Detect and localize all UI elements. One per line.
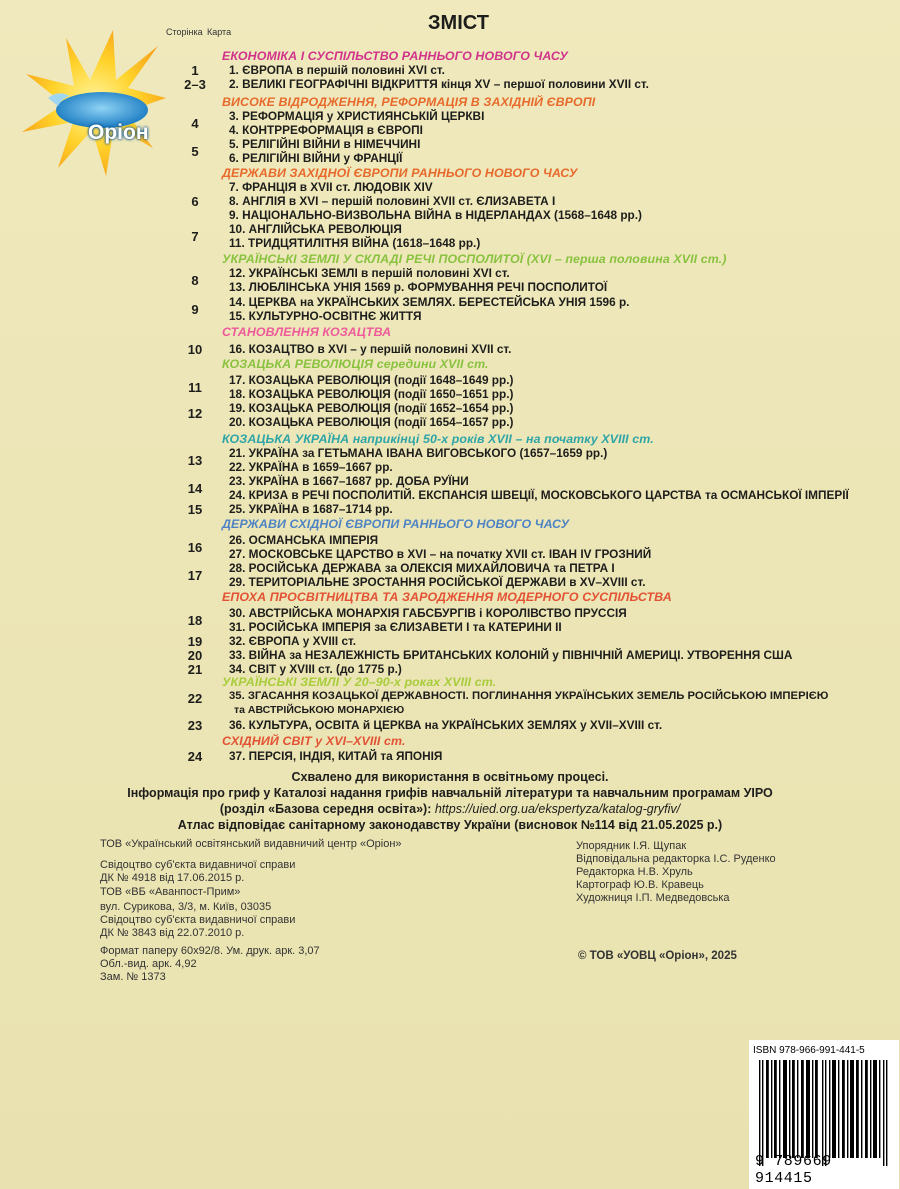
- credit-line: Картограф Ю.В. Кравець: [576, 879, 704, 891]
- credit-line: Відповідальна редакторка І.С. Руденко: [576, 853, 776, 865]
- toc-item: 37. ПЕРСІЯ, ІНДІЯ, КИТАЙ та ЯПОНІЯ: [229, 749, 443, 763]
- section-title: ЕПОХА ПРОСВІТНИЦТВА ТА ЗАРОДЖЕННЯ МОДЕРНОГО СУСПІЛЬСТВА: [222, 590, 672, 604]
- page-number: 18: [187, 613, 203, 628]
- isbn-barcode-block: [749, 1040, 899, 1189]
- toc-item: 20. КОЗАЦЬКА РЕВОЛЮЦІЯ (події 1654–1657 рр.): [229, 415, 514, 429]
- imprint-line: Зам. № 1373: [100, 971, 166, 983]
- barcode-icon: [757, 1060, 893, 1166]
- toc-item: 21. УКРАЇНА за ГЕТЬМАНА ІВАНА ВИГОВСЬКОГО (1657–1659 рр.): [229, 446, 608, 460]
- toc-item: 26. ОСМАНСЬКА ІМПЕРІЯ: [229, 533, 379, 547]
- toc-item: 11. ТРИДЦЯТИЛІТНЯ ВІЙНА (1618–1648 рр.): [229, 236, 481, 250]
- catalog-link[interactable]: https://uied.org.ua/ekspertyza/katalog-gryfiv/: [434, 802, 681, 816]
- section-title: ДЕРЖАВИ СХІДНОЇ ЄВРОПИ РАННЬОГО НОВОГО ЧАСУ: [222, 517, 570, 531]
- page-title: ЗМІСТ: [428, 12, 489, 34]
- toc-item: 15. КУЛЬТУРНО-ОСВІТНЄ ЖИТТЯ: [229, 309, 422, 323]
- toc-item: 2. ВЕЛИКІ ГЕОГРАФІЧНІ ВІДКРИТТЯ кінця XV – першої половини XVII ст.: [229, 77, 649, 91]
- approval-line: Інформація про гриф у Каталозі надання грифів навчальній літератури та навчальним програмам УІРО: [127, 786, 773, 800]
- toc-item-continuation: та АВСТРІЙСЬКОЮ МОНАРХІЄЮ: [234, 704, 405, 716]
- imprint-line: вул. Сурикова, 3/3, м. Київ, 03035: [100, 901, 272, 913]
- toc-item: 32. ЄВРОПА у XVIII ст.: [229, 634, 357, 648]
- imprint-line: ТОВ «Український освітянський видавничий центр «Оріон»: [100, 838, 402, 850]
- page-number: 15: [187, 502, 203, 517]
- page-number: 13: [187, 453, 203, 468]
- toc-item: 22. УКРАЇНА в 1659–1667 рр.: [229, 460, 393, 474]
- page-number: 16: [187, 540, 203, 555]
- toc-item: 18. КОЗАЦЬКА РЕВОЛЮЦІЯ (події 1650–1651 рр.): [229, 387, 514, 401]
- star-icon: [18, 28, 168, 178]
- toc-item: 9. НАЦІОНАЛЬНО-ВИЗВОЛЬНА ВІЙНА в НІДЕРЛАНДАХ (1568–1648 рр.): [229, 208, 642, 222]
- toc-item: 19. КОЗАЦЬКА РЕВОЛЮЦІЯ (події 1652–1654 рр.): [229, 401, 514, 415]
- page-number: 8: [191, 273, 199, 288]
- map-column-label: Карта: [207, 27, 232, 37]
- approval-section: (розділ «Базова середня освіта»):: [219, 802, 432, 816]
- page-number: 5: [191, 144, 199, 159]
- page-number: 10: [187, 342, 203, 357]
- page-number: 21: [187, 662, 203, 677]
- section-title: ДЕРЖАВИ ЗАХІДНОЇ ЄВРОПИ РАННЬОГО НОВОГО ЧАСУ: [222, 166, 578, 180]
- toc-item: 27. МОСКОВСЬКЕ ЦАРСТВО в XVI – на початку XVII ст. ІВАН IV ГРОЗНИЙ: [229, 547, 652, 561]
- toc-item: 28. РОСІЙСЬКА ДЕРЖАВА за ОЛЕКСІЯ МИХАЙЛОВИЧА та ПЕТРА І: [229, 561, 615, 575]
- section-title: КОЗАЦЬКА УКРАЇНА наприкінці 50-х років XVII – на початку XVIII ст.: [222, 432, 654, 446]
- imprint-line: ДК № 4918 від 17.06.2015 р.: [100, 872, 245, 884]
- toc-item: 24. КРИЗА в РЕЧІ ПОСПОЛИТІЙ. ЕКСПАНСІЯ ШВЕЦІЇ, МОСКОВСЬКОГО ЦАРСТВА та ОСМАНСЬКОЇ ІМПЕРІЇ: [229, 488, 849, 502]
- section-title: СТАНОВЛЕННЯ КОЗАЦТВА: [222, 325, 392, 339]
- imprint-line: Формат паперу 60х92/8. Ум. друк. арк. 3,07: [100, 945, 320, 957]
- toc-item: 12. УКРАЇНСЬКІ ЗЕМЛІ в першій половині XVI ст.: [229, 266, 510, 280]
- page-number: 1: [191, 63, 199, 78]
- imprint-line: Свідоцтво суб'єкта видавничої справи: [100, 859, 296, 871]
- page-number: 2–3: [184, 77, 206, 92]
- toc-item: 30. АВСТРІЙСЬКА МОНАРХІЯ ГАБСБУРГІВ і КОРОЛІВСТВО ПРУССІЯ: [229, 606, 627, 620]
- imprint-line: Свідоцтво суб'єкта видавничої справи: [100, 914, 296, 926]
- section-title: ВИСОКЕ ВІДРОДЖЕННЯ, РЕФОРМАЦІЯ В ЗАХІДНІЙ ЄВРОПІ: [222, 95, 596, 109]
- page-number: 24: [187, 749, 203, 764]
- credit-line: Редакторка Н.В. Хруль: [576, 866, 693, 878]
- page-number: 4: [191, 116, 199, 131]
- section-title: ЕКОНОМІКА І СУСПІЛЬСТВО РАННЬОГО НОВОГО ЧАСУ: [222, 49, 568, 63]
- toc-item: 23. УКРАЇНА в 1667–1687 рр. ДОБА РУЇНИ: [229, 474, 469, 488]
- page-number: 19: [187, 634, 203, 649]
- page-number: 6: [191, 194, 199, 209]
- toc-item: 14. ЦЕРКВА на УКРАЇНСЬКИХ ЗЕМЛЯХ. БЕРЕСТЕЙСЬКА УНІЯ 1596 р.: [229, 295, 630, 309]
- credit-line: Художниця І.П. Медведовська: [576, 892, 730, 904]
- page-number: 20: [187, 648, 203, 663]
- toc-item: 3. РЕФОРМАЦІЯ у ХРИСТИЯНСЬКІЙ ЦЕРКВІ: [229, 109, 485, 123]
- page-number: 12: [187, 406, 203, 421]
- toc-item: 29. ТЕРИТОРІАЛЬНЕ ЗРОСТАННЯ РОСІЙСЬКОЇ ДЕРЖАВИ в XV–XVIII ст.: [229, 575, 646, 589]
- page-number: 11: [188, 380, 202, 395]
- page-number: 9: [191, 302, 199, 317]
- sanitary-line: Атлас відповідає санітарному законодавству України (висновок №114 від 21.05.2025 р.): [177, 818, 723, 832]
- orion-logo: [18, 28, 168, 178]
- page-number: 7: [191, 229, 199, 244]
- toc-item: 34. СВІТ у XVIII ст. (до 1775 р.): [229, 662, 402, 676]
- logo-text: Оріон: [88, 121, 149, 144]
- toc-item: 4. КОНТРРЕФОРМАЦІЯ в ЄВРОПІ: [229, 123, 423, 137]
- page-number: 17: [187, 568, 203, 583]
- section-title: УКРАЇНСЬКІ ЗЕМЛІ У СКЛАДІ РЕЧІ ПОСПОЛИТОЇ (XVI – перша половина XVII ст.): [222, 252, 727, 266]
- toc-item: 36. КУЛЬТУРА, ОСВІТА й ЦЕРКВА на УКРАЇНСЬКИХ ЗЕМЛЯХ у XVII–XVIII ст.: [229, 718, 663, 732]
- toc-item: 33. ВІЙНА за НЕЗАЛЕЖНІСТЬ БРИТАНСЬКИХ КОЛОНІЙ у ПІВНІЧНІЙ АМЕРИЦІ. УТВОРЕННЯ США: [229, 648, 793, 662]
- toc-item: 35. ЗГАСАННЯ КОЗАЦЬКОЇ ДЕРЖАВНОСТІ. ПОГЛИНАННЯ УКРАЇНСЬКИХ ЗЕМЕЛЬ РОСІЙСЬКОЮ ІМПЕРІЄЮ: [229, 690, 829, 702]
- isbn-number: 9 789669 914415: [755, 1153, 832, 1187]
- page-column-label: Сторінка: [166, 27, 203, 37]
- credit-line: Упорядник І.Я. Щупак: [576, 840, 687, 852]
- toc-item: 1. ЄВРОПА в першій половині XVI ст.: [229, 63, 445, 77]
- copyright: © ТОВ «УОВЦ «Оріон», 2025: [578, 950, 737, 962]
- toc-item: 5. РЕЛІГІЙНІ ВІЙНИ в НІМЕЧЧИНІ: [229, 137, 421, 151]
- section-title: СХІДНИЙ СВІТ у XVI–XVIII ст.: [222, 734, 406, 748]
- approval-line: [0, 802, 900, 816]
- toc-item: 16. КОЗАЦТВО в XVI – у першій половині XVII ст.: [229, 342, 512, 356]
- toc-item: 8. АНГЛІЯ в XVI – першій половині XVII ст. ЄЛИЗАВЕТА І: [229, 194, 556, 208]
- imprint-line: ТОВ «ВБ «Аванпост-Прим»: [100, 886, 241, 898]
- toc-item: 13. ЛЮБЛІНСЬКА УНІЯ 1569 р. ФОРМУВАННЯ РЕЧІ ПОСПОЛИТОЇ: [229, 280, 608, 294]
- toc-item: 31. РОСІЙСЬКА ІМПЕРІЯ за ЄЛИЗАВЕТИ І та КАТЕРИНИ ІІ: [229, 620, 562, 634]
- page-number: 22: [187, 691, 203, 706]
- imprint-line: ДК № 3843 від 22.07.2010 р.: [100, 927, 245, 939]
- toc-item: 7. ФРАНЦІЯ в XVII ст. ЛЮДОВІК XIV: [229, 180, 433, 194]
- toc-item: 17. КОЗАЦЬКА РЕВОЛЮЦІЯ (події 1648–1649 рр.): [229, 373, 514, 387]
- toc-item: 6. РЕЛІГІЙНІ ВІЙНИ у ФРАНЦІЇ: [229, 151, 403, 165]
- approval-line: Схвалено для використання в освітньому процесі.: [291, 770, 609, 784]
- isbn-label: ISBN 978-966-991-441-5: [753, 1045, 865, 1056]
- toc-item: 25. УКРАЇНА в 1687–1714 рр.: [229, 502, 393, 516]
- page-number: 23: [187, 718, 203, 733]
- section-title: КОЗАЦЬКА РЕВОЛЮЦІЯ середини XVII ст.: [222, 357, 489, 371]
- page-number: 14: [187, 481, 203, 496]
- imprint-line: Обл.-вид. арк. 4,92: [100, 958, 197, 970]
- section-title: УКРАЇНСЬКІ ЗЕМЛІ У 20–90-х роках XVIII ст.: [222, 675, 497, 689]
- toc-item: 10. АНГЛІЙСЬКА РЕВОЛЮЦІЯ: [229, 222, 402, 236]
